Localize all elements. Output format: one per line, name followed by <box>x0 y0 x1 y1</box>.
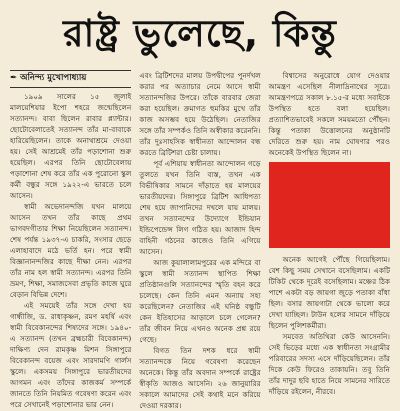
author-name: অনিন্দ্য মুখোপাধ্যায় <box>20 73 87 83</box>
column-2 <box>139 70 261 410</box>
byline <box>10 70 131 88</box>
column-1 <box>10 70 132 409</box>
column-3-top <box>269 70 390 158</box>
paragraph: বিশ্বাসের অনুরোধে যোগ দেওয়ার আমন্ত্রণ এসেছিল নীলাদ্রিনাথের সূত্রে। আমন্ত্রণপত্রে সকাল ৮.১৫-র মধ্যে সবাইকে উপস্থিত হতে বলা হয়েছিল। প্রত্যাশিতভাবেই সকলে সময়মতো পৌঁছন। কিন্তু পতাকা উত্তোলনের অনুষ্ঠানটি দেরিতে শুরু হয়। নাম ঘোষণার পরও অনেকেই উপস্থিত ছিলেন না। <box>268 71 390 157</box>
headline: রাষ্ট্র ভুলেছে, কিন্তু <box>63 12 337 55</box>
paragraph: আজ কুয়ালালামপুরের এক মন্দিরে বা স্কুলে স্বামী সত্যানন্দ স্থাপিত শিক্ষা প্রতিষ্ঠানগুলি সত্যানন্দের স্মৃতি বহন করে চলেছে। কেন তিনি এমন অন্যায় সহ্য করেছিলেন? নেতাজির এই ঘনিষ্ঠ বন্ধুটি কেন ইতিহাসের আড়ালে চলে গেলেন? তাঁর জীবন নিয়ে এখনও অনেক প্রশ্ন রয়ে গেছে। <box>139 258 261 344</box>
paragraph: পূর্ব এশিয়ায় স্বাধীনতা আন্দোলন গড়ে তুলতে যখন তিনি ব্যস্ত, তখন এক বিভীষিকার সামনে দাঁড়াতে হয় মালয়ের ভারতীয়দের। সিঙ্গাপুরে ব্রিটিশ আধিপত্য শেষ হয়ে জাপানিদের দখলে যায় মালয়। তখন সত্যানন্দের উদ্যোগে ইন্ডিয়ান ইন্ডিপেন্ডেন্স লিগ গঠিত হয়। আজাদ হিন্দ বাহিনী গঠনের কাজেও তিনি এগিয়ে আসেন। <box>139 159 261 256</box>
pen-icon: ✒ <box>10 73 18 83</box>
paragraph: এই সময়েই তাঁর সঙ্গে দেখা হয় গান্ধীজি, ড. রাধাকৃষ্ণন, রমণ মহর্ষি এবং স্বামী বিবেকানন্দের শিষ্যদের সঙ্গে। ১৯৪০-এ সত্যানন্দ (তখন ব্রহ্মচারী বিবেকানন্দ) দাক্ষিণ্য দেন রামকৃষ্ণ মিশন সিঙ্গাপুরে বিবেকানন্দ বয়েজ এবং সারদামণি গার্লস স্কুলে। একসময় সিঙ্গাপুরে ভারতীয়দের আগমন এবং তাঁদের কাজকর্ম সম্পর্কে জানতে তিনি নিয়মিত গবেষণা করেন এবং পরে সেখানেই পড়াশোনার ভার নেন। <box>10 301 132 409</box>
paragraph: বিগত তিন দশক ধরে স্বামী সত্যানন্দকে নিয়ে গবেষণা করেছেন অনেকে। কিন্তু তাঁর অবদান সম্পর্কে রাষ্ট্রের স্বীকৃতি আজও আসেনি। ২৬ জানুয়ারির সকালে আমাদের সেই কথাই মনে করিয়ে দেওয়া দরকার। <box>139 346 261 410</box>
article-photo <box>269 162 390 248</box>
paragraph: স্বামী অভেদানন্দজি যখন মালয়ে আসেন তখন তাঁর কাছে প্রথম ভাগবদগীতার শিক্ষা নিয়েছিলেন সত্যানন্দ। শেষ পর্যন্ত ১৯৩৭-এ চাকরি, সংসার ছেড়ে এলাহাবাদে মঠে ভর্তি হন। পরে স্বামী বিজ্ঞানানন্দজির কাছে দীক্ষা নেন। এরপর তাঁর নাম হল স্বামী সত্যানন্দ। এরপর তিনি ভ্রমণ, শিক্ষা, সমাজসেবা প্রভৃতি কাজে ঘুরে বেড়ান বিভিন্ন দেশে। <box>10 202 132 299</box>
article-columns <box>10 70 390 410</box>
paragraph: ১৯০৯ সালের ১৫ জুলাই মালয়েশিয়ার ইপো শহরে জন্মেছিলেন সত্যানন্দ। বাবা ছিলেন রাবার প্ল্যান্টার। ছোটোবেলাতেই সত্যানন্দ তাঁর মা-বাবাকে হারিয়েছিলেন। তাকে অনাথাশ্রমে দেওয়া হয়। সেই আশ্রমেই তাঁর পড়াশোনা শুরু হয়েছিল। এরপর তিনি ছোটোবেলায় পড়াশোনা শেষ করে তাঁর এক পুরোনো স্কুল কর্মী বন্ধুর সঙ্গে ১৯২২-এ ভারতে চলে আসেন। <box>10 92 132 200</box>
column-3 <box>269 70 390 394</box>
paragraph: এবং ব্রিটিশদের মালয় উপদ্বীপের পুনর্দখল করার পর অত্যাচার নেমে আসে স্বামী সত্যানন্দজির উপরে। তাঁকে বারবার জেরা করা হয়েছিল। ক্রমাগত হুমকির মুখে তাঁর কাজ অসম্ভব হয়ে উঠেছিল। নেতাজির সঙ্গে তাঁর সম্পর্কও তিনি অস্বীকার করেননি। তাঁর দুঃসাহসিক স্বাধীনতা আন্দোলন বন্ধ করতে ব্রিটিশরা চেষ্টা চালায়। <box>139 71 261 157</box>
paragraph: সমবেত অতিথিরা কেউ আসেননি। সেই ভিড়ের মধ্যে এক স্বাধীনতা সংগ্রামীর পরিবারের সদস্য এসে দাঁড়িয়েছিলেন। তাঁর দিকে কেউ ফিরেও তাকায়নি। তবু তিনি তাঁর দাদুর ছবি হাতে নিয়ে সামনের সারিতে দাঁড়িয়ে রইলেন, নীরবে। <box>268 332 390 396</box>
paragraph: অনেক আগেই পৌঁছে গিয়েছিলাম। বেশ কিছু সময় সেখানে বসেছিলাম। একটি টিকিট থেকে দূরেই বসেছিলাম। মঞ্চের ঠিক পাশে একটা বড় জায়গা জুড়ে পতাকা বাঁধা ছিল। বসার জায়গাটা থেকে ভালো করে দেখা যাচ্ছিল। টাউন হলের সামনে দাঁড়িয়ে ছিলেন পুলিশকর্মীরা। <box>268 255 390 330</box>
column-3-bottom <box>269 254 390 397</box>
